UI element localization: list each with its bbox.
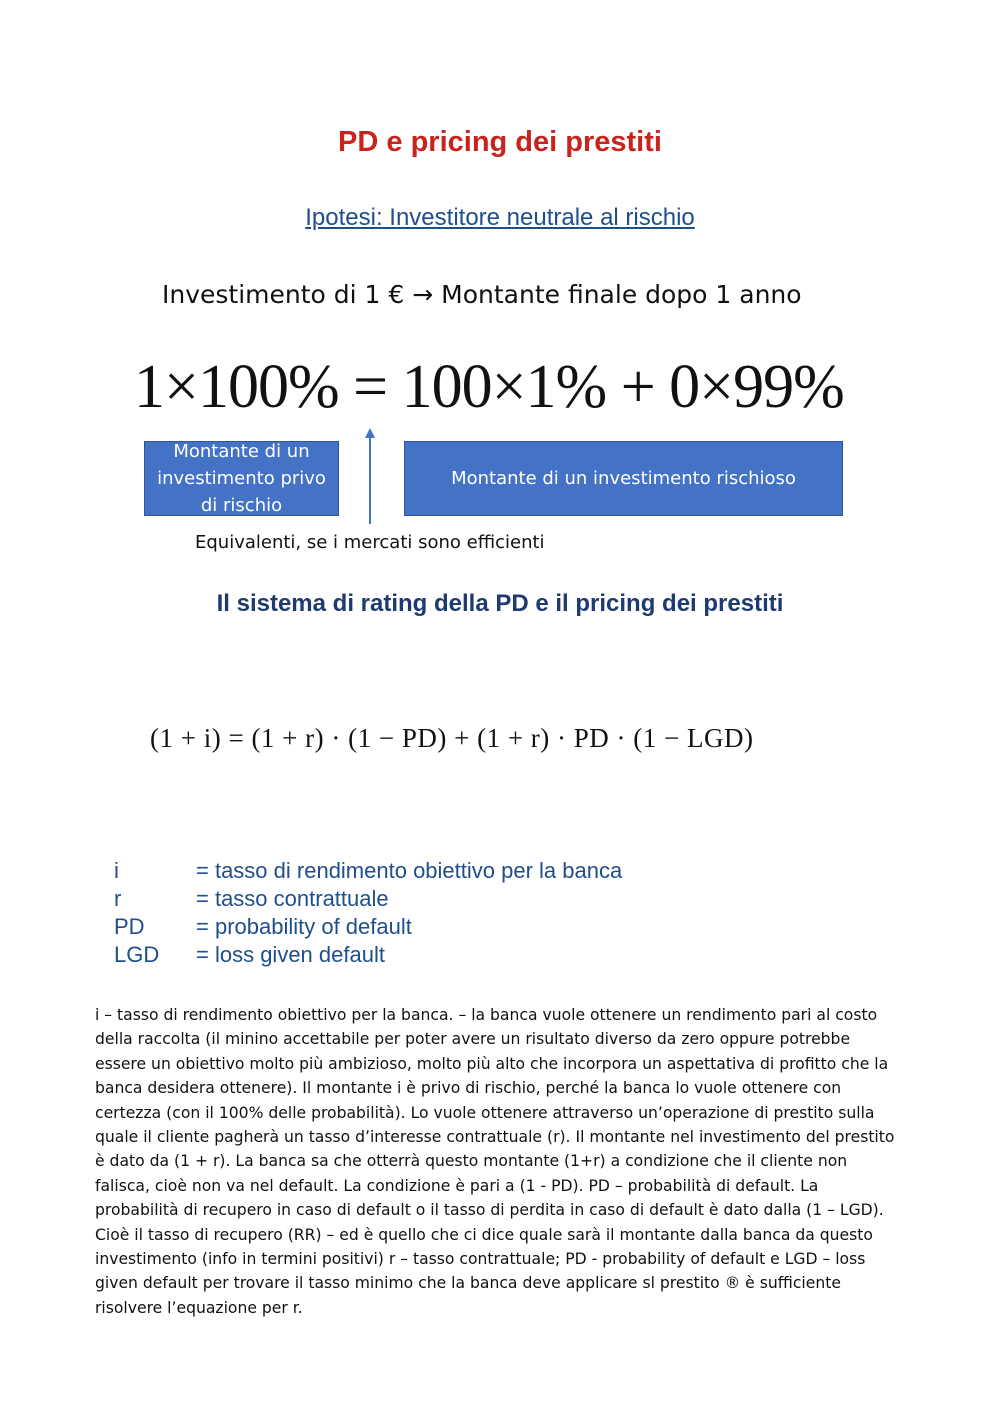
legend-symbol: i [114,858,119,883]
equation-pricing: (1 + i) = (1 + r) · (1 − PD) + (1 + r) · PD · (1 − LGD) [150,723,754,753]
legend-definition: = probability of default [196,914,412,939]
investment-line: Investimento di 1 € → Montante finale dopo 1 anno [162,280,802,309]
hypothesis-heading: Ipotesi: Investitore neutrale al rischio [305,204,695,231]
legend-symbol: PD [114,914,145,939]
legend-row [114,941,622,969]
riskfree-return-label: Montante di un investimento privo di rischio [157,441,326,516]
section-subtitle: Il sistema di rating della PD e il pricing dei prestiti [216,590,784,617]
legend-symbol: r [114,886,122,911]
legend-row [114,857,622,885]
legend-definition: = tasso di rendimento obiettivo per la banca [196,858,623,883]
legend-definition: = loss given default [196,942,385,967]
equivalence-note: Equivalenti, se i mercati sono efficienti [195,532,545,553]
up-arrow-icon [360,428,380,526]
explanation-paragraph: i – tasso di rendimento obiettivo per la banca. – la banca vuole ottenere un rendimento pari al costo della raccolta (il minino accettabile per poter avere un risultato diverso da zero oppure potrebbe essere un obiettivo molto più ambizioso, molto più alto che incorpora un aspettativa di profitto che la banca desidera ottenere). Il montante i è privo di rischio, perché la banca lo vuole ottenere con certezza (con il 100% delle probabilità). Lo vuole ottenere attraverso un’operazione di prestito sulla quale il cliente pagherà un tasso d’interesse contrattuale (r). Il montante nel investimento del prestito è dato da (1 + r). La banca sa che otterrà questo montante (1+r) a condizione che il cliente non falisca, cioè non va nel default. La condizione è pari a (1 - PD). PD – probabilità di default. La probabilità di recupero in caso di default o il tasso di perdita in caso di default è dato dalla (1 – LGD). Cioè il tasso di recupero (RR) – ed è quello che ci dice quale sarà il montante dalla banca da questo investimento (info in termini positivi) r – tasso contrattuale; PD - probability of default e LGD – loss given default per trovare il tasso minimo che la banca deve applicare sl prestito ® è sufficiente risolvere l’equazione per r. [95,1006,895,1317]
risky-return-label: Montante di un investimento rischioso [451,468,796,489]
riskfree-return-box [144,441,339,516]
legend-row [114,913,622,941]
slide-title: PD e pricing dei prestiti [338,126,662,158]
legend-symbol: LGD [114,942,160,967]
legend-row [114,885,622,913]
legend-definition: = tasso contrattuale [196,886,389,911]
risky-return-box [404,441,843,516]
variable-legend [114,857,622,969]
equation-expected-value: 1×100% = 100×1% + 0×99% [134,353,844,421]
